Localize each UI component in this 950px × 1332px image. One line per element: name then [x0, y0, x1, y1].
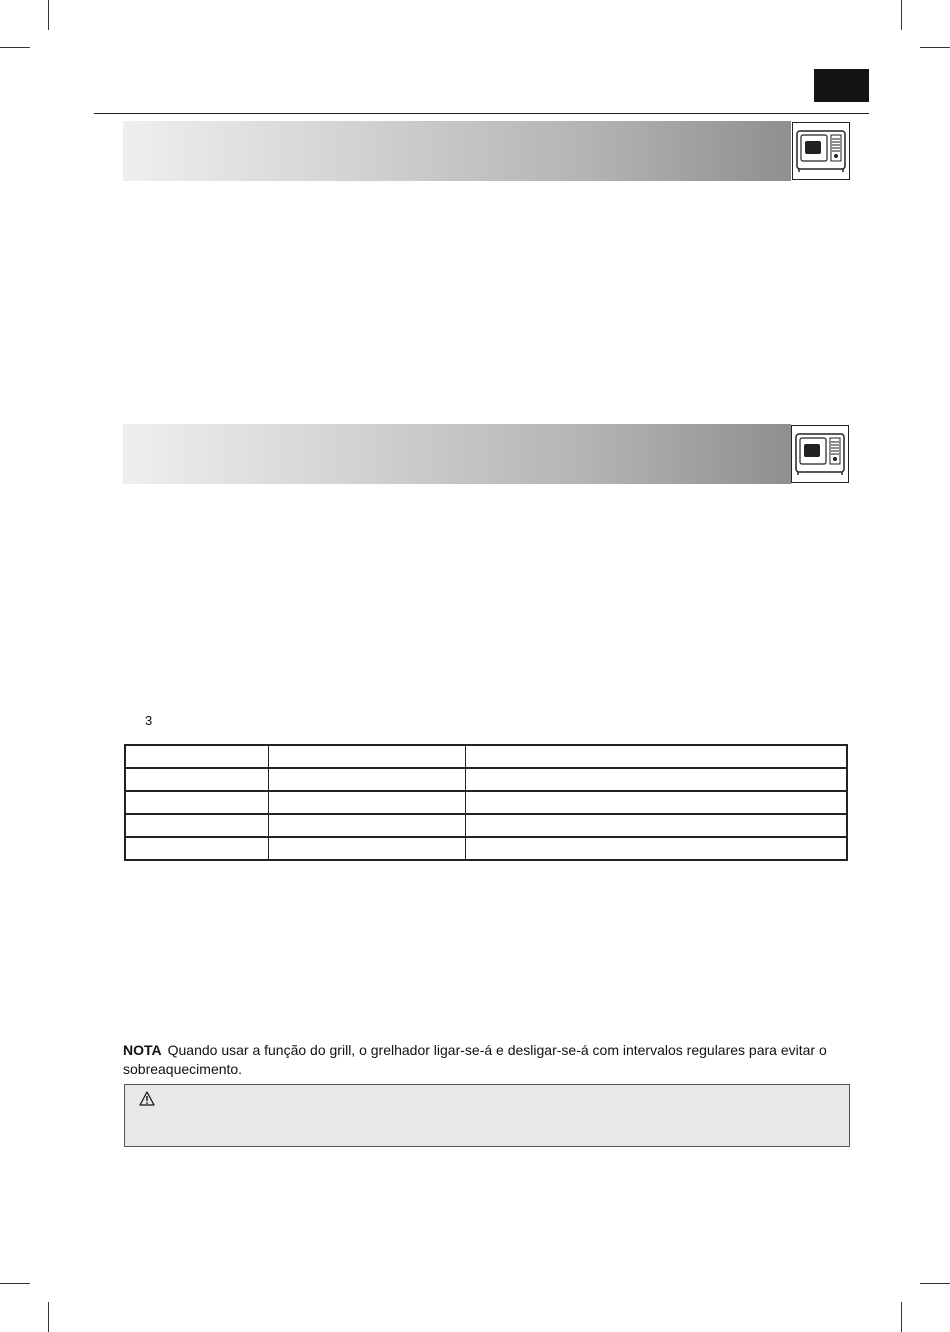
table-cell [125, 791, 269, 814]
table-row [125, 837, 847, 860]
table-cell [269, 837, 466, 860]
grill-note [123, 1041, 853, 1079]
table-cell [466, 768, 848, 791]
table-cell [466, 745, 848, 768]
microwave-icon [792, 122, 850, 180]
crop-mark [0, 47, 30, 48]
crop-mark [0, 1283, 30, 1284]
table-cell [269, 791, 466, 814]
section-banner-2 [123, 424, 791, 484]
table-cell [269, 814, 466, 837]
table-cell [269, 768, 466, 791]
warning-box [124, 1084, 850, 1147]
table-cell [125, 768, 269, 791]
language-tab [814, 69, 869, 102]
table-row [125, 768, 847, 791]
table-cell [466, 837, 848, 860]
microwave-icon [791, 425, 849, 483]
table-row [125, 791, 847, 814]
crop-mark [901, 0, 902, 30]
table-cell [466, 791, 848, 814]
crop-mark [48, 1302, 49, 1332]
section-banner-1 [123, 121, 791, 181]
table-cell [269, 745, 466, 768]
note-label: NOTA [123, 1042, 162, 1058]
table-cell [466, 814, 848, 837]
table-cell [125, 745, 269, 768]
warning-icon [139, 1091, 155, 1111]
step-number: 3 [145, 713, 153, 728]
grill-settings-table [124, 744, 848, 861]
table-row [125, 814, 847, 837]
header-rule [94, 113, 869, 114]
crop-mark [920, 47, 950, 48]
note-text: Quando usar a função do grill, o grelhador ligar-se-á e desligar-se-á com intervalos regulares para evitar o sobreaquecimento. [123, 1042, 827, 1077]
crop-mark [901, 1302, 902, 1332]
crop-mark [920, 1283, 950, 1284]
table-cell [125, 837, 269, 860]
table-row [125, 745, 847, 768]
table-cell [125, 814, 269, 837]
crop-mark [48, 0, 49, 30]
